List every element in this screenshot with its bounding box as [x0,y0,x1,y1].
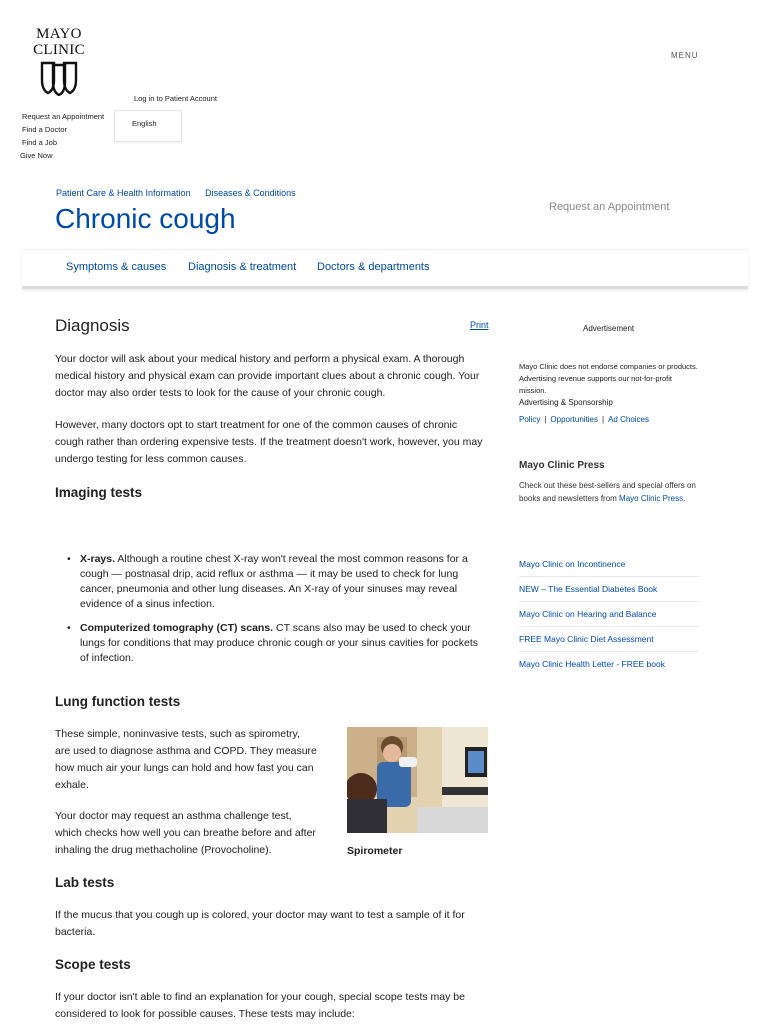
logo-line-1: MAYO [36,26,82,42]
xray-term: X-rays. [80,553,116,565]
ad-sponsorship-heading: Advertising & Sponsorship [519,398,613,407]
press-item-diet-assessment[interactable]: FREE Mayo Clinic Diet Assessment [519,627,699,652]
language-selector[interactable] [114,110,182,142]
imaging-tests-heading: Imaging tests [55,485,143,500]
scope-paragraph: If your doctor isn't able to find an explanation for your cough, special scope tests may be considered to look for possible causes. These tests may include: [55,991,465,1020]
press-period: . [683,494,686,503]
ct-term: Computerized tomography (CT) scans. [80,622,274,634]
breadcrumb [56,188,308,198]
tab-doctors-departments[interactable]: Doctors & departments [317,261,430,273]
advertisement-label: Advertisement [583,324,635,333]
find-job-link[interactable]: Find a Job [22,138,58,147]
press-item-diabetes-book[interactable]: NEW – The Essential Diabetes Book [519,577,699,602]
ct-text: CT scans also may be used to check your lungs for conditions that may produce chronic cough or your sinus cavities for pockets of infection. [80,622,479,664]
press-item-hearing-balance[interactable]: Mayo Clinic on Hearing and Balance [519,602,699,627]
menu-button[interactable]: MENU [671,51,699,60]
press-link[interactable]: Mayo Clinic Press [619,494,684,503]
lung-paragraph-1: These simple, noninvasive tests, such as spirometry, are used to diagnose asthma and COPD. They measure how much air your lungs can hold and how fast you can exhale. [55,728,317,791]
intro-paragraph-1: Your doctor will ask about your medical history and perform a physical exam. A thorough medical history and physical exam can provide important clues about a chronic cough. Your doctor may also order tests to look for the cause of your chronic cough. [55,353,480,399]
ad-opportunities-link[interactable]: Opportunities [550,415,599,424]
press-title: Mayo Clinic Press [519,460,605,471]
spirometer-caption: Spirometer [347,845,403,857]
lab-tests-heading: Lab tests [55,875,115,890]
press-item-incontinence[interactable]: Mayo Clinic on Incontinence [519,552,699,577]
breadcrumb-patient-care[interactable]: Patient Care & Health Information [56,188,191,198]
list-item [56,552,488,612]
print-link[interactable]: Print [470,320,489,330]
press-item-health-letter[interactable]: Mayo Clinic Health Letter - FREE book [519,659,665,669]
intro-paragraph-2: However, many doctors opt to start treatment for one of the common causes of chronic cough rather than ordering expensive tests. If the treatment doesn't work, however, you may undergo testing for less common causes. [55,419,483,465]
ad-policy-link[interactable]: Policy [519,415,541,424]
tab-symptoms-causes[interactable]: Symptoms & causes [66,261,167,273]
spirometer-photo [347,727,488,833]
lab-paragraph: If the mucus that you cough up is colored, your doctor may want to test a sample of it for bacteria. [55,909,465,938]
imaging-tests-list [56,552,488,675]
xray-text: Although a routine chest X-ray won't reveal the most common reasons for a cough — postnasal drip, acid reflux or asthma — it may be used to check for lung cancer, pneumonia and other lung diseases. An X-ray of your sinuses may reveal evidence of a sinus infection. [80,553,468,610]
diagnosis-heading: Diagnosis [55,316,130,335]
tab-diagnosis-treatment[interactable]: Diagnosis & treatment [188,261,297,273]
mayo-clinic-logo[interactable] [28,26,90,101]
content-tabs [22,249,748,289]
separator: | [602,415,605,424]
lung-function-heading: Lung function tests [55,694,181,709]
press-promo-list [519,552,699,676]
logo-line-2: CLINIC [33,42,85,58]
breadcrumb-diseases-conditions[interactable]: Diseases & Conditions [205,188,296,198]
lung-paragraph-2: Your doctor may request an asthma challenge test, which checks how well you can breathe before and after inhaling the drug methacholine (Provocholine). [55,810,316,856]
press-text: Check out these best-sellers and special offers on books and newsletters from [519,481,696,503]
request-appointment-link[interactable]: Request an Appointment [22,112,105,121]
ad-links [519,415,649,424]
page-title: Chronic cough [55,203,236,234]
request-appointment-button[interactable]: Request an Appointment [549,201,670,213]
spirometer-image[interactable] [347,727,488,833]
press-description [519,479,699,505]
find-doctor-link[interactable]: Find a Doctor [22,125,68,134]
mayo-shield-icon [38,60,80,96]
separator: | [544,415,547,424]
patient-login-link[interactable]: Log in to Patient Account [134,94,217,103]
language-label: English [132,119,157,128]
ad-disclaimer-text: Mayo Clinic does not endorse companies or products. Advertising revenue supports our not-for-profit mission. [519,362,698,395]
list-item [56,621,488,666]
scope-tests-heading: Scope tests [55,957,131,972]
give-now-link[interactable]: Give Now [20,151,53,160]
ad-disclaimer [519,361,699,409]
ad-choices-link[interactable]: Ad Choices [608,415,650,424]
